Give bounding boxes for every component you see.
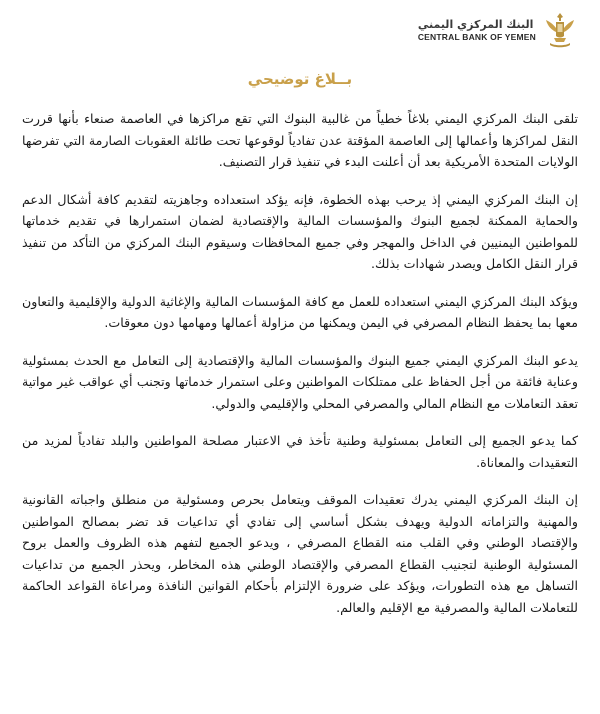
bank-logo [418,10,578,50]
document-title: بــلاغ توضيحي [247,70,353,88]
document-body [22,108,578,634]
bank-name-english: CENTRAL BANK OF YEMEN [417,31,536,42]
paragraph: ويؤكد البنك المركزي اليمني استعداده للعمل مع كافة المؤسسات المالية والإغاثية الدولية والإقليمية والتعاون معها بما يحفظ النظام المصرفي في اليمن ويمكنها من مزاولة أعمالها ومهامها دون معوقات. [22,293,578,330]
paragraph: كما يدعو الجميع إلى التعامل بمسئولية وطنية تأخذ في الاعتبار مصلحة المواطنين والبلد تفادياً لمزيد من التعقيدات والمعاناة. [22,433,578,470]
paragraph: يدعو البنك المركزي اليمني جميع البنوك والمؤسسات المالية والإقتصادية إلى التعامل مع الحدث بمسئولية وعناية فائقة من أجل الحفاظ على ممتلكات المواطنين وعلى استمرار خدماتها وتجنب أي عواقب غير مواتية تعقد التعاملات مع النظام المالي والمصرفي المحلي والإقليمي والدولي. [22,352,578,411]
bank-names [418,18,536,43]
letterhead [0,0,600,58]
paragraph: إن البنك المركزي اليمني يدرك تعقيدات الموقف ويتعامل بحرص ومسئولية من منطلق واجباته القانونية والمهنية والتزاماته الدولية ويهدف بشكل أساسي إلى تفادي أي تداعيات قد تضر بمصالح المواطنين والإقتصاد الوطني وفي القلب منه القطاع المصرفي ، ويدعو الجميع لتفهم هذه الظروف والعمل بروح المسئولية الوطنية لتجنيب القطاع المصرفي والإقتصاد الوطني هذه المخاطر، ويحذر الجميع من تداعيات التساهل مع هذه التطورات، ويؤكد على ضرورة الإلتزام بأحكام القوانين النافذة ومراعاة القواعد الحاكمة للتعاملات المالية والمصرفية مع الإقليم والعالم. [22,492,578,615]
bank-name-arabic: البنك المركزي اليمني [417,17,534,31]
eagle-emblem-icon [542,10,578,50]
paragraph: تلقى البنك المركزي اليمني بلاغاً خطياً من غالبية البنوك التي تقع مراكزها في العاصمة صنعاء بأنها قررت النقل لمراكزها وأعمالها إلى العاصمة المؤقتة عدن تفادياً لوقوعها تحت طائلة العقوبات الصارمة التي تفرضها الولايات المتحدة الأمريكية بعد أن أعلنت البدء في تنفيذ قرار التصنيف. [22,111,578,169]
paragraph: إن البنك المركزي اليمني إذ يرحب بهذه الخطوة، فإنه يؤكد استعداده وجاهزيته لتقديم كافة أشكال الدعم والحماية الممكنة لجميع البنوك والمؤسسات المالية والإقتصادية لضمان استمرارها في تقديم خدماتها للمواطنين اليمنيين في الداخل والمهجر وفي جميع المحافظات وسيقوم البنك المركزي من التأكد من تنفيذ قرار النقل الكامل ويصدر شهادات بذلك. [22,191,578,271]
